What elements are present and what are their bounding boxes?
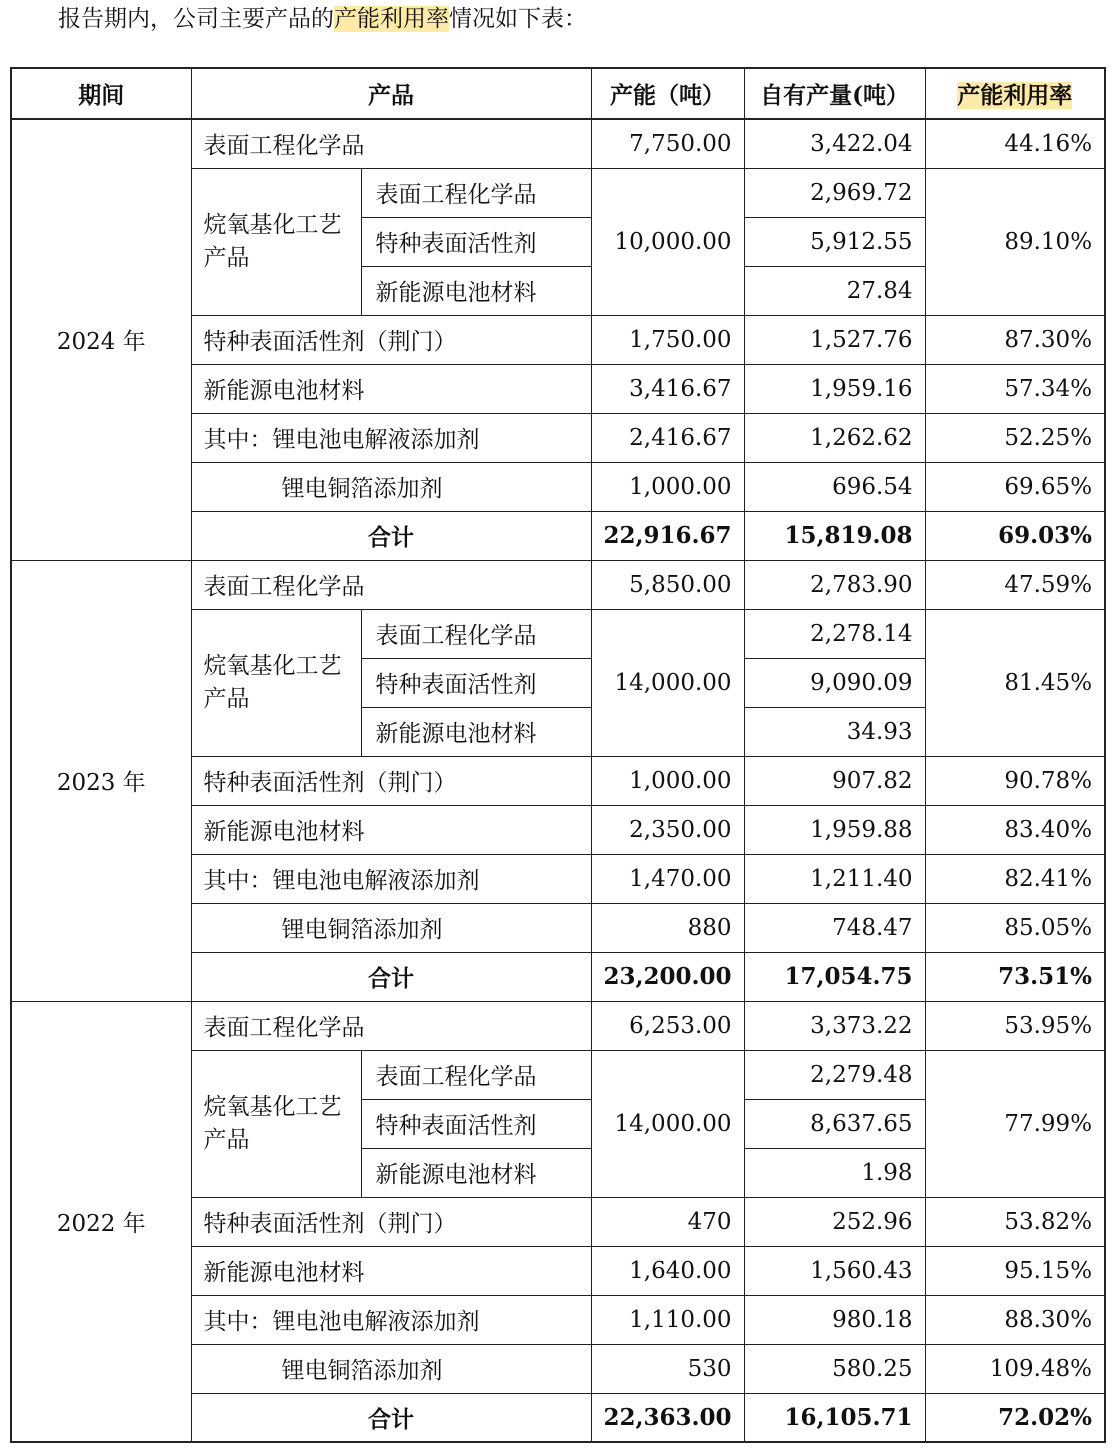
- output-value: 2,783.90: [744, 560, 925, 609]
- intro-after: 情况如下表：: [449, 6, 587, 32]
- table-row: [11, 1001, 1105, 1050]
- output-value: 2,279.48: [744, 1050, 925, 1099]
- output-value: 8,637.65: [744, 1099, 925, 1148]
- capacity-value: 14,000.00: [591, 609, 744, 756]
- footnote-cutoff: [0, 1444, 1112, 1456]
- capacity-value: 470: [591, 1197, 744, 1246]
- total-capacity: 23,200.00: [591, 952, 744, 1001]
- sub-product-name: 特种表面活性剂: [361, 658, 591, 707]
- capacity-value: 10,000.00: [591, 168, 744, 315]
- capacity-value: 2,416.67: [591, 413, 744, 462]
- header-product: 产品: [191, 68, 591, 119]
- total-rate: 69.03%: [925, 511, 1105, 560]
- sub-product-name: 新能源电池材料: [361, 707, 591, 756]
- product-name: 其中：锂电池电解液添加剂: [191, 1295, 591, 1344]
- sub-product-name: 表面工程化学品: [361, 1050, 591, 1099]
- total-capacity: 22,916.67: [591, 511, 744, 560]
- output-value: 1,959.16: [744, 364, 925, 413]
- capacity-value: 3,416.67: [591, 364, 744, 413]
- capacity-value: 1,640.00: [591, 1246, 744, 1295]
- capacity-value: 530: [591, 1344, 744, 1393]
- rate-value: 77.99%: [925, 1050, 1105, 1197]
- total-label: 合计: [191, 1393, 591, 1442]
- total-rate: 73.51%: [925, 952, 1105, 1001]
- output-value: 2,969.72: [744, 168, 925, 217]
- table-header-row: [11, 68, 1105, 119]
- output-value: 5,912.55: [744, 217, 925, 266]
- table-body: [11, 119, 1105, 1442]
- product-name: 新能源电池材料: [191, 1246, 591, 1295]
- rate-value: 89.10%: [925, 168, 1105, 315]
- output-value: 9,090.09: [744, 658, 925, 707]
- sub-product-name: 特种表面活性剂: [361, 217, 591, 266]
- rate-value: 90.78%: [925, 756, 1105, 805]
- capacity-value: 880: [591, 903, 744, 952]
- output-value: 3,373.22: [744, 1001, 925, 1050]
- capacity-table: [10, 67, 1106, 1443]
- rate-value: 95.15%: [925, 1246, 1105, 1295]
- total-label: 合计: [191, 511, 591, 560]
- product-name: 新能源电池材料: [191, 805, 591, 854]
- capacity-value: 2,350.00: [591, 805, 744, 854]
- rate-value: 85.05%: [925, 903, 1105, 952]
- total-output: 16,105.71: [744, 1393, 925, 1442]
- capacity-value: 1,000.00: [591, 756, 744, 805]
- total-rate: 72.02%: [925, 1393, 1105, 1442]
- output-value: 696.54: [744, 462, 925, 511]
- header-capacity: 产能（吨）: [591, 68, 744, 119]
- rate-value: 81.45%: [925, 609, 1105, 756]
- product-name: 表面工程化学品: [191, 560, 591, 609]
- header-rate: [925, 68, 1105, 119]
- intro-before: 报告期内，公司主要产品的: [58, 6, 334, 32]
- group-product-name: 烷氧基化工艺产品: [191, 1050, 361, 1197]
- sub-product-name: 特种表面活性剂: [361, 1099, 591, 1148]
- output-value: 252.96: [744, 1197, 925, 1246]
- capacity-value: 1,110.00: [591, 1295, 744, 1344]
- total-label: 合计: [191, 952, 591, 1001]
- product-name: 锂电铜箔添加剂: [191, 1344, 591, 1393]
- output-value: 1,211.40: [744, 854, 925, 903]
- capacity-value: 7,750.00: [591, 119, 744, 168]
- output-value: 748.47: [744, 903, 925, 952]
- rate-value: 53.95%: [925, 1001, 1105, 1050]
- table-row: [11, 560, 1105, 609]
- output-value: 1,262.62: [744, 413, 925, 462]
- rate-value: 88.30%: [925, 1295, 1105, 1344]
- rate-value: 47.59%: [925, 560, 1105, 609]
- period-cell: 2024 年: [11, 119, 191, 560]
- capacity-value: 1,470.00: [591, 854, 744, 903]
- output-value: 907.82: [744, 756, 925, 805]
- product-name: 锂电铜箔添加剂: [191, 462, 591, 511]
- output-value: 2,278.14: [744, 609, 925, 658]
- output-value: 1.98: [744, 1148, 925, 1197]
- output-value: 580.25: [744, 1344, 925, 1393]
- output-value: 34.93: [744, 707, 925, 756]
- product-name: 其中：锂电池电解液添加剂: [191, 413, 591, 462]
- rate-value: 52.25%: [925, 413, 1105, 462]
- rate-value: 44.16%: [925, 119, 1105, 168]
- rate-value: 109.48%: [925, 1344, 1105, 1393]
- product-name: 新能源电池材料: [191, 364, 591, 413]
- intro-text: [58, 2, 587, 36]
- output-value: 1,959.88: [744, 805, 925, 854]
- total-capacity: 22,363.00: [591, 1393, 744, 1442]
- product-name: 特种表面活性剂（荆门）: [191, 756, 591, 805]
- sub-product-name: 新能源电池材料: [361, 1148, 591, 1197]
- output-value: 27.84: [744, 266, 925, 315]
- capacity-value: 6,253.00: [591, 1001, 744, 1050]
- header-rate-label: 产能利用率: [957, 82, 1073, 109]
- output-value: 3,422.04: [744, 119, 925, 168]
- group-product-name: 烷氧基化工艺产品: [191, 168, 361, 315]
- header-output: 自有产量(吨）: [744, 68, 925, 119]
- period-cell: 2023 年: [11, 560, 191, 1001]
- product-name: 锂电铜箔添加剂: [191, 903, 591, 952]
- header-period: 期间: [11, 68, 191, 119]
- rate-value: 87.30%: [925, 315, 1105, 364]
- output-value: 1,527.76: [744, 315, 925, 364]
- intro-highlight: 产能利用率: [334, 6, 449, 32]
- rate-value: 57.34%: [925, 364, 1105, 413]
- capacity-value: 1,000.00: [591, 462, 744, 511]
- output-value: 1,560.43: [744, 1246, 925, 1295]
- product-name: 特种表面活性剂（荆门）: [191, 1197, 591, 1246]
- capacity-value: 14,000.00: [591, 1050, 744, 1197]
- rate-value: 83.40%: [925, 805, 1105, 854]
- capacity-value: 5,850.00: [591, 560, 744, 609]
- period-cell: 2022 年: [11, 1001, 191, 1442]
- product-name: 其中：锂电池电解液添加剂: [191, 854, 591, 903]
- rate-value: 82.41%: [925, 854, 1105, 903]
- rate-value: 53.82%: [925, 1197, 1105, 1246]
- product-name: 特种表面活性剂（荆门）: [191, 315, 591, 364]
- table-row: [11, 119, 1105, 168]
- output-value: 980.18: [744, 1295, 925, 1344]
- product-name: 表面工程化学品: [191, 119, 591, 168]
- sub-product-name: 表面工程化学品: [361, 168, 591, 217]
- total-output: 15,819.08: [744, 511, 925, 560]
- product-name: 表面工程化学品: [191, 1001, 591, 1050]
- total-output: 17,054.75: [744, 952, 925, 1001]
- rate-value: 69.65%: [925, 462, 1105, 511]
- sub-product-name: 新能源电池材料: [361, 266, 591, 315]
- sub-product-name: 表面工程化学品: [361, 609, 591, 658]
- capacity-value: 1,750.00: [591, 315, 744, 364]
- group-product-name: 烷氧基化工艺产品: [191, 609, 361, 756]
